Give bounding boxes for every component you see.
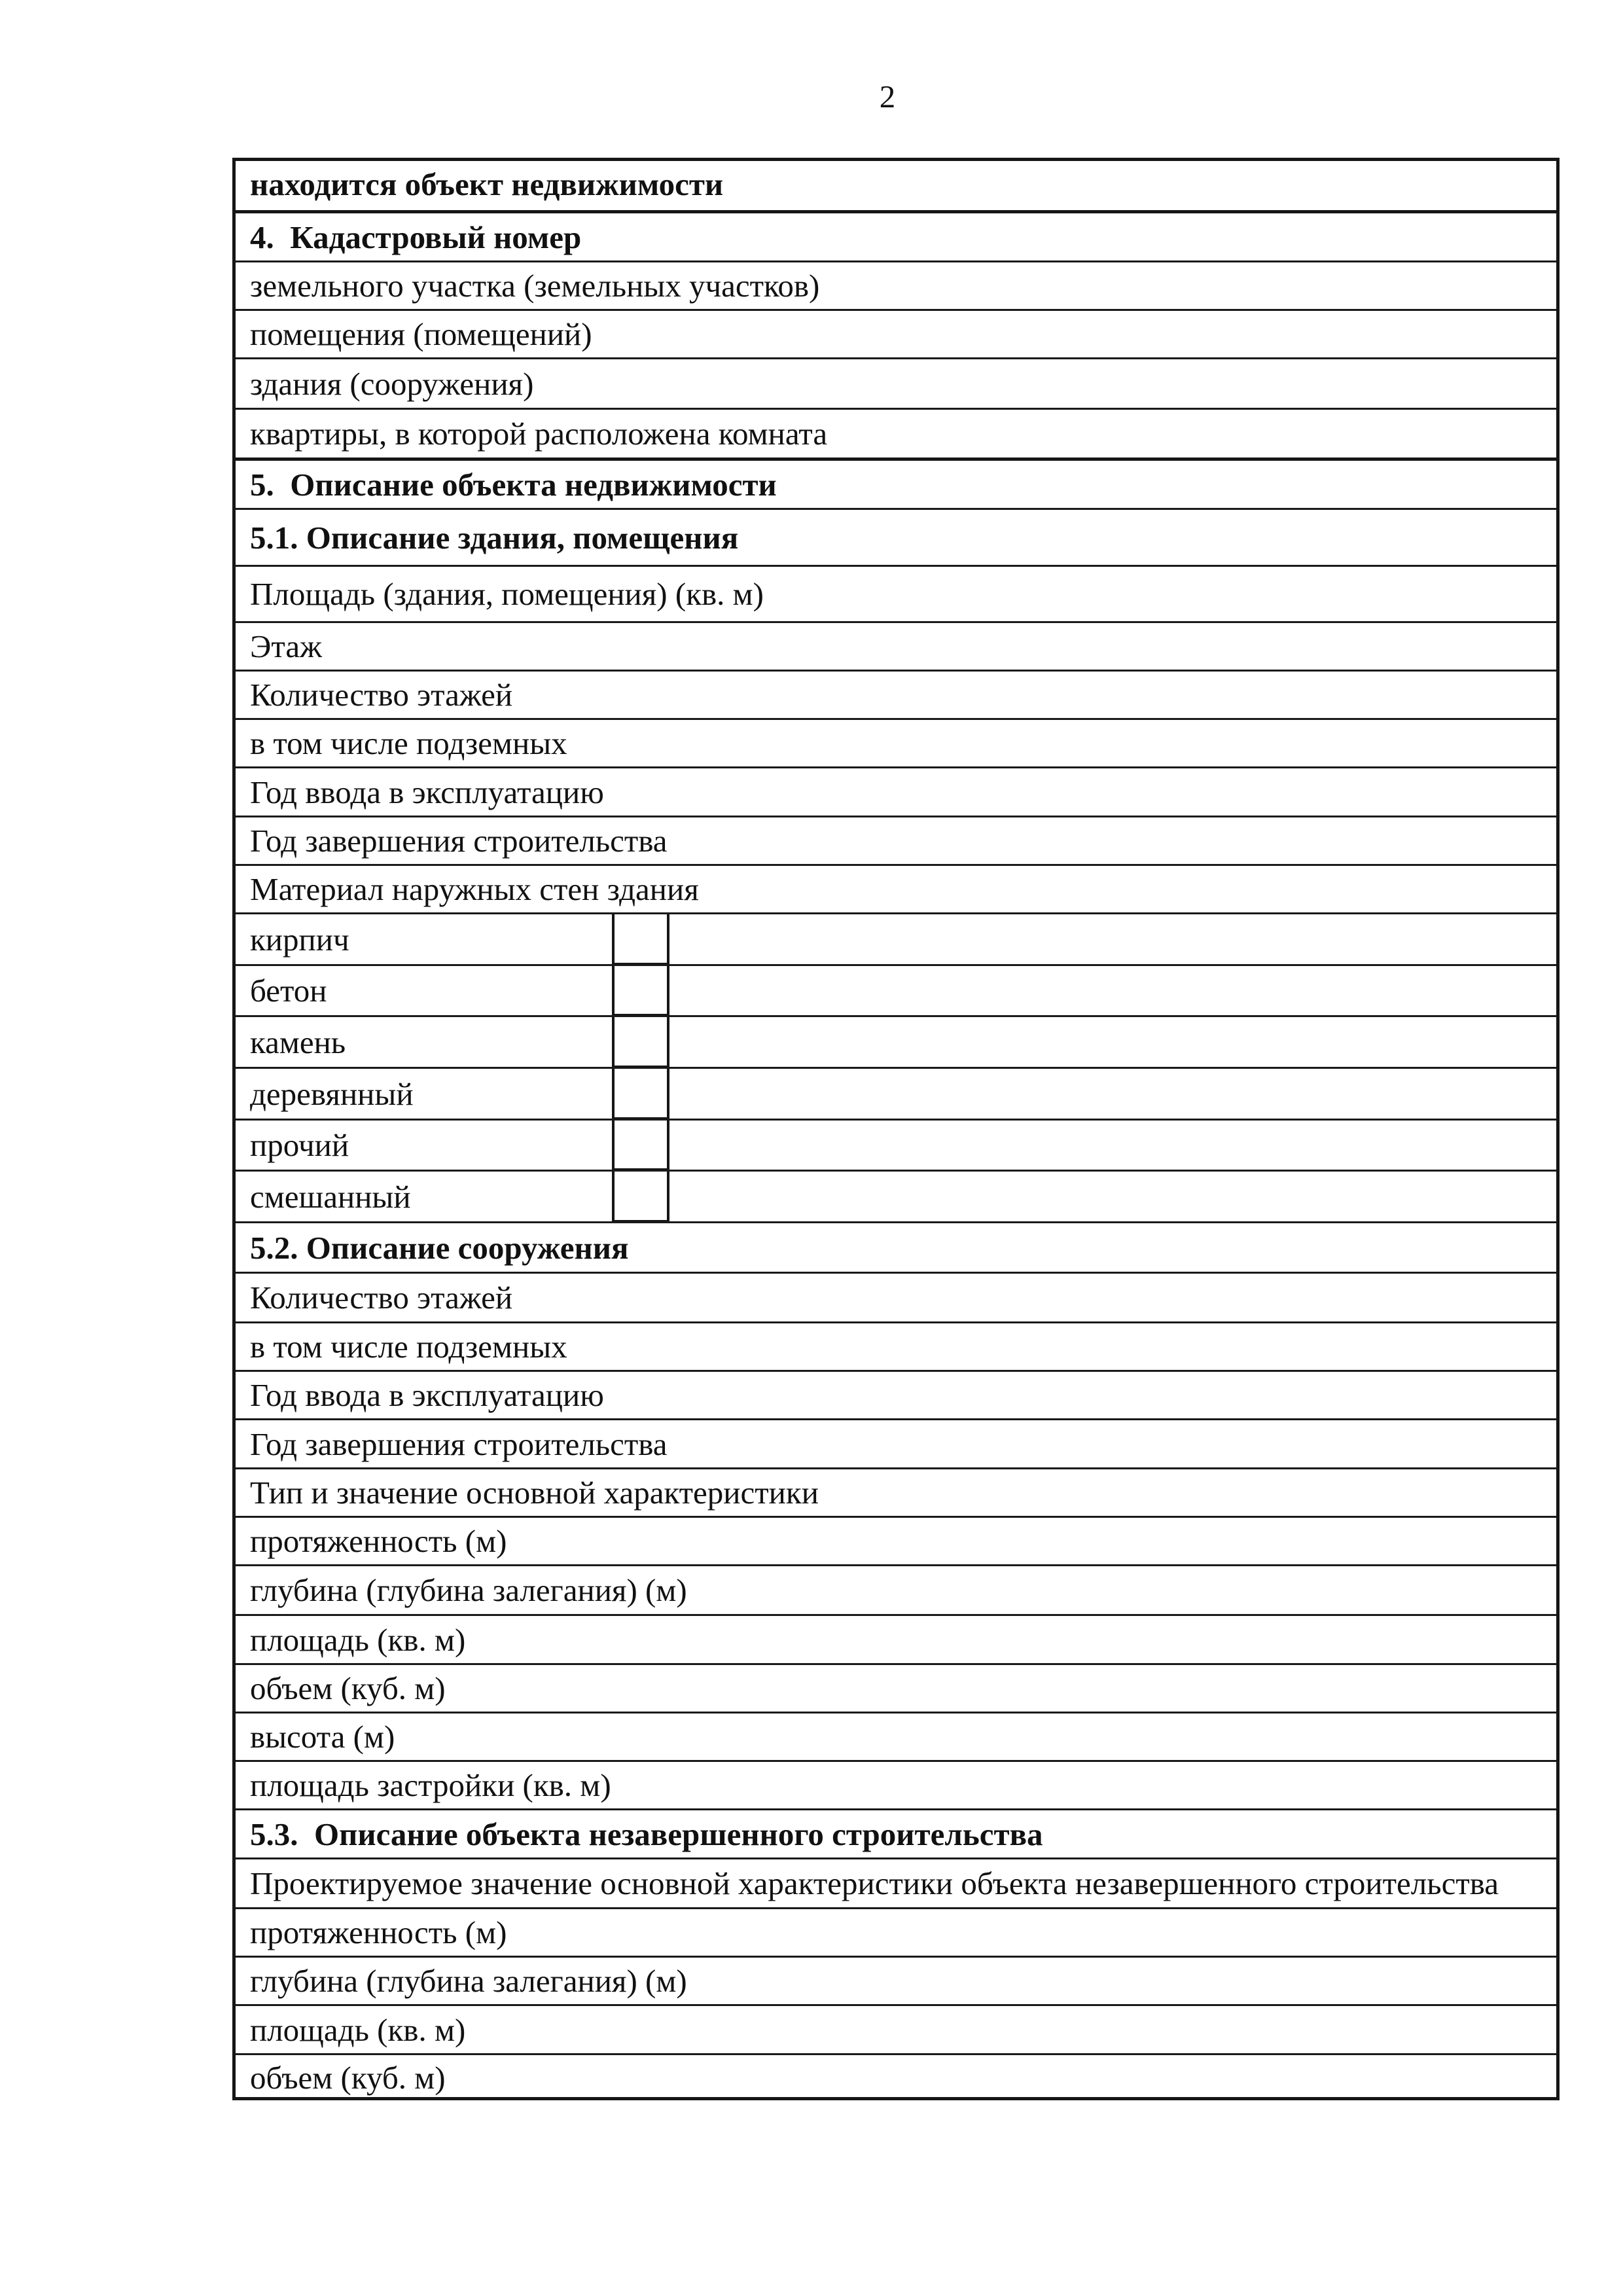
structure-length-row [232, 1516, 1560, 1564]
option-label: деревянный [250, 1075, 414, 1112]
wall-material-option [232, 1119, 1560, 1170]
row-label: Проектируемое значение основной характеристики объекта незавершенного строительства [250, 1865, 1499, 1901]
building-commissioning-year-row [232, 766, 1560, 816]
structure-commissioning-year-row [232, 1370, 1560, 1418]
wall-material-checkbox[interactable] [612, 966, 669, 1015]
subsection-title: 5.2. Описание сооружения [250, 1229, 629, 1266]
unfinished-area-row [232, 2004, 1560, 2053]
structure-main-characteristic-row [232, 1467, 1560, 1516]
option-label: прочий [250, 1127, 349, 1163]
option-label: смешанный [250, 1178, 411, 1215]
cadastral-premises-row [232, 309, 1560, 357]
wall-material-checkbox[interactable] [612, 1172, 669, 1221]
unfinished-projected-characteristic-row [232, 1857, 1560, 1907]
building-floor-row [232, 621, 1560, 670]
section-5-2-title [232, 1221, 1560, 1272]
cadastral-building-row [232, 357, 1560, 408]
building-underground-row [232, 718, 1560, 766]
row-label: Количество этажей [250, 1280, 513, 1316]
wall-material-checkbox[interactable] [612, 914, 669, 964]
row-label: Количество этажей [250, 677, 513, 713]
row-label: в том числе подземных [250, 1329, 567, 1365]
row-label: Год ввода в эксплуатацию [250, 1377, 604, 1413]
row-label: здания (сооружения) [250, 365, 534, 402]
row-label: Тип и значение основной характеристики [250, 1475, 819, 1511]
row-label: протяженность (м) [250, 1523, 507, 1559]
unfinished-volume-row [232, 2053, 1560, 2100]
wall-material-option [232, 1170, 1560, 1221]
section-title: 4. Кадастровый номер [250, 219, 582, 255]
row-label: в том числе подземных [250, 725, 567, 761]
wall-material-option [232, 964, 1560, 1015]
unfinished-length-row [232, 1907, 1560, 1956]
row-label: объем (куб. м) [250, 1670, 446, 1706]
declaration-form-table [232, 158, 1560, 2100]
row-label: протяженность (м) [250, 1914, 507, 1950]
section-4-title [232, 210, 1560, 260]
row-label: площадь (кв. м) [250, 2011, 466, 2048]
section-5-title [232, 457, 1560, 508]
option-label: камень [250, 1024, 346, 1060]
row-label: Год завершения строительства [250, 823, 668, 859]
row-label: Материал наружных стен здания [250, 871, 699, 907]
wall-material-option [232, 1067, 1560, 1119]
building-wall-material-row [232, 864, 1560, 912]
structure-depth-row [232, 1564, 1560, 1614]
option-label: бетон [250, 973, 327, 1009]
row-label: глубина (глубина залегания) (м) [250, 1963, 687, 1999]
page-number: 2 [879, 79, 896, 115]
structure-footprint-row [232, 1760, 1560, 1808]
section-title: 5. Описание объекта недвижимости [250, 466, 777, 503]
wall-material-option [232, 912, 1560, 964]
structure-floor-count-row [232, 1272, 1560, 1321]
row-label: площадь застройки (кв. м) [250, 1767, 611, 1803]
row-label: Год ввода в эксплуатацию [250, 774, 604, 810]
row-label: квартиры, в которой расположена комната [250, 416, 828, 452]
section-5-3-title [232, 1808, 1560, 1857]
building-floor-count-row [232, 670, 1560, 718]
cadastral-land-plot-row [232, 260, 1560, 309]
row-label: Площадь (здания, помещения) (кв. м) [250, 576, 764, 612]
unfinished-depth-row [232, 1956, 1560, 2004]
wall-material-checkbox[interactable] [612, 1121, 669, 1170]
structure-height-row [232, 1712, 1560, 1760]
row-label: площадь (кв. м) [250, 1621, 466, 1658]
section-5-1-title [232, 508, 1560, 565]
row-label: находится объект недвижимости [250, 166, 724, 202]
wall-material-option [232, 1015, 1560, 1067]
option-label: кирпич [250, 921, 349, 958]
subsection-title: 5.3. Описание объекта незавершенного строительства [250, 1816, 1043, 1852]
row-label: глубина (глубина залегания) (м) [250, 1572, 687, 1608]
structure-area-row [232, 1614, 1560, 1663]
previous-section-continuation [232, 158, 1560, 210]
wall-material-checkbox[interactable] [612, 1069, 669, 1119]
building-completion-year-row [232, 816, 1560, 864]
row-label: земельного участка (земельных участков) [250, 268, 820, 304]
building-area-row [232, 565, 1560, 621]
cadastral-apartment-row [232, 408, 1560, 457]
row-label: Год завершения строительства [250, 1426, 668, 1462]
row-label: высота (м) [250, 1719, 395, 1755]
structure-underground-row [232, 1321, 1560, 1370]
row-label: объем (куб. м) [250, 2060, 446, 2096]
row-label: Этаж [250, 628, 322, 664]
structure-completion-year-row [232, 1418, 1560, 1467]
subsection-title: 5.1. Описание здания, помещения [250, 519, 739, 556]
row-label: помещения (помещений) [250, 316, 592, 352]
wall-material-checkbox[interactable] [612, 1017, 669, 1067]
structure-volume-row [232, 1663, 1560, 1712]
